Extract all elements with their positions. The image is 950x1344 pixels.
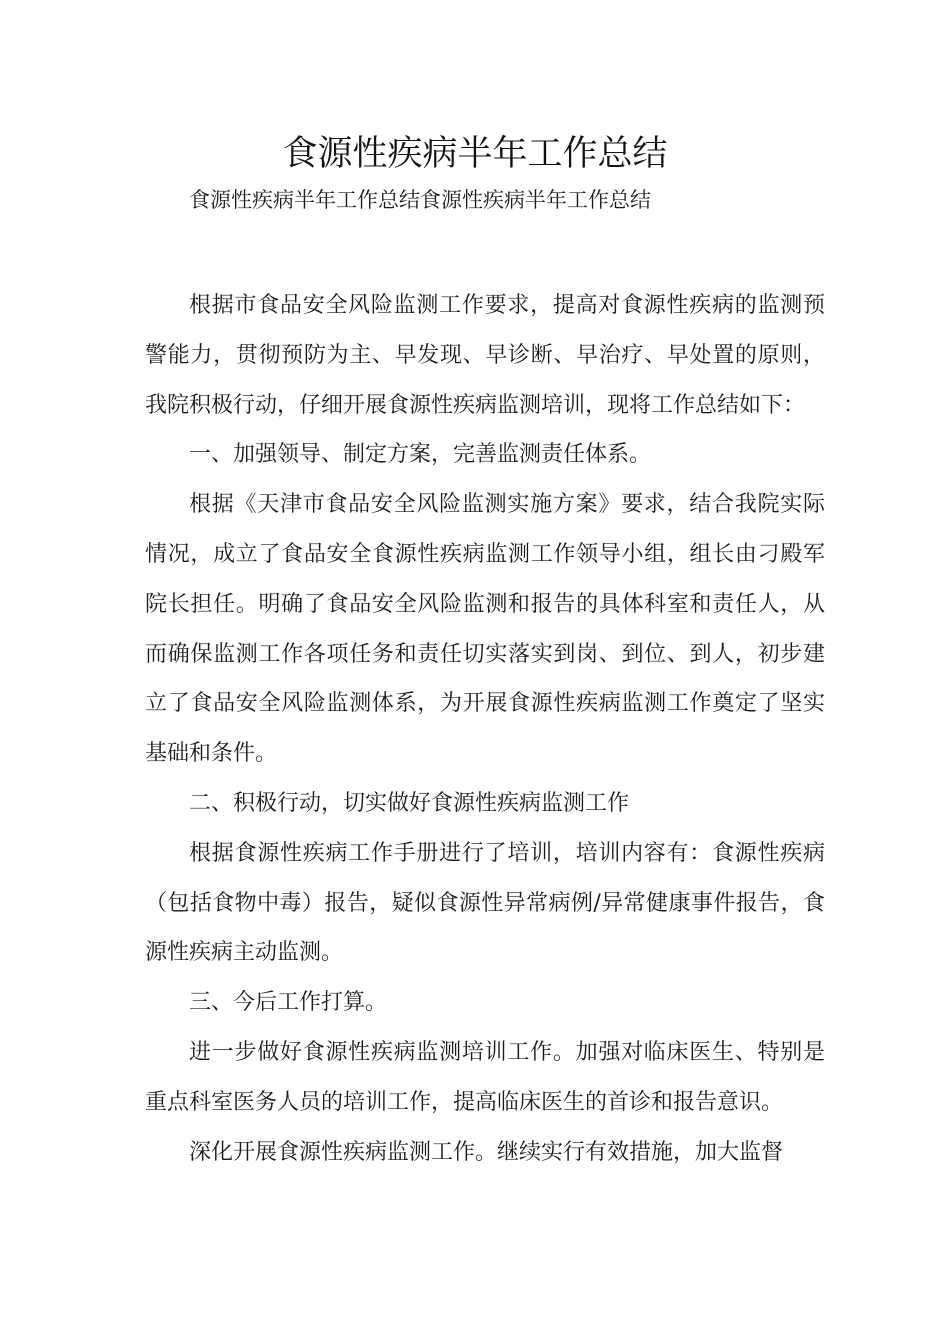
document-title: 食源性疾病半年工作总结 (282, 134, 668, 174)
paragraph-section-2: 根据食源性疾病工作手册进行了培训，培训内容有：食源性疾病（包括食物中毒）报告，疑似食源性异常病例/异常健康事件报告，食源性疾病主动监测。 (145, 840, 825, 966)
paragraph-section-3-a: 进一步做好食源性疾病监测培训工作。加强对临床医生、特别是重点科室医务人员的培训工作，提高临床医生的首诊和报告意识。 (145, 1039, 825, 1115)
document-body (145, 281, 825, 1177)
heading-section-3: 三、今后工作打算。 (189, 990, 388, 1016)
paragraph-intro: 根据市食品安全风险监测工作要求，提高对食源性疾病的监测预警能力，贯彻预防为主、早发现、早诊断、早治疗、早处置的原则，我院积极行动，仔细开展食源性疾病监测培训，现将工作总结如下： (145, 293, 825, 418)
paragraph-section-1: 根据《天津市食品安全风险监测实施方案》要求，结合我院实际情况，成立了食品安全食源性疾病监测工作领导小组，组长由刁殿军院长担任。明确了食品安全风险监测和报告的具体科室和责任人，从而确保监测工作各项任务和责任切实落实到岗、到位、到人，初步建立了食品安全风险监测体系，为开展食源性疾病监测工作奠定了坚实基础和条件。 (145, 492, 825, 767)
heading-section-1: 一、加强领导、制定方案，完善监测责任体系。 (189, 442, 652, 468)
heading-section-2: 二、积极行动，切实做好食源性疾病监测工作 (189, 790, 630, 816)
document-subtitle: 食源性疾病半年工作总结食源性疾病半年工作总结 (189, 188, 651, 212)
paragraph-section-3-b: 深化开展食源性疾病监测工作。继续实行有效措施，加大监督 (189, 1139, 784, 1165)
